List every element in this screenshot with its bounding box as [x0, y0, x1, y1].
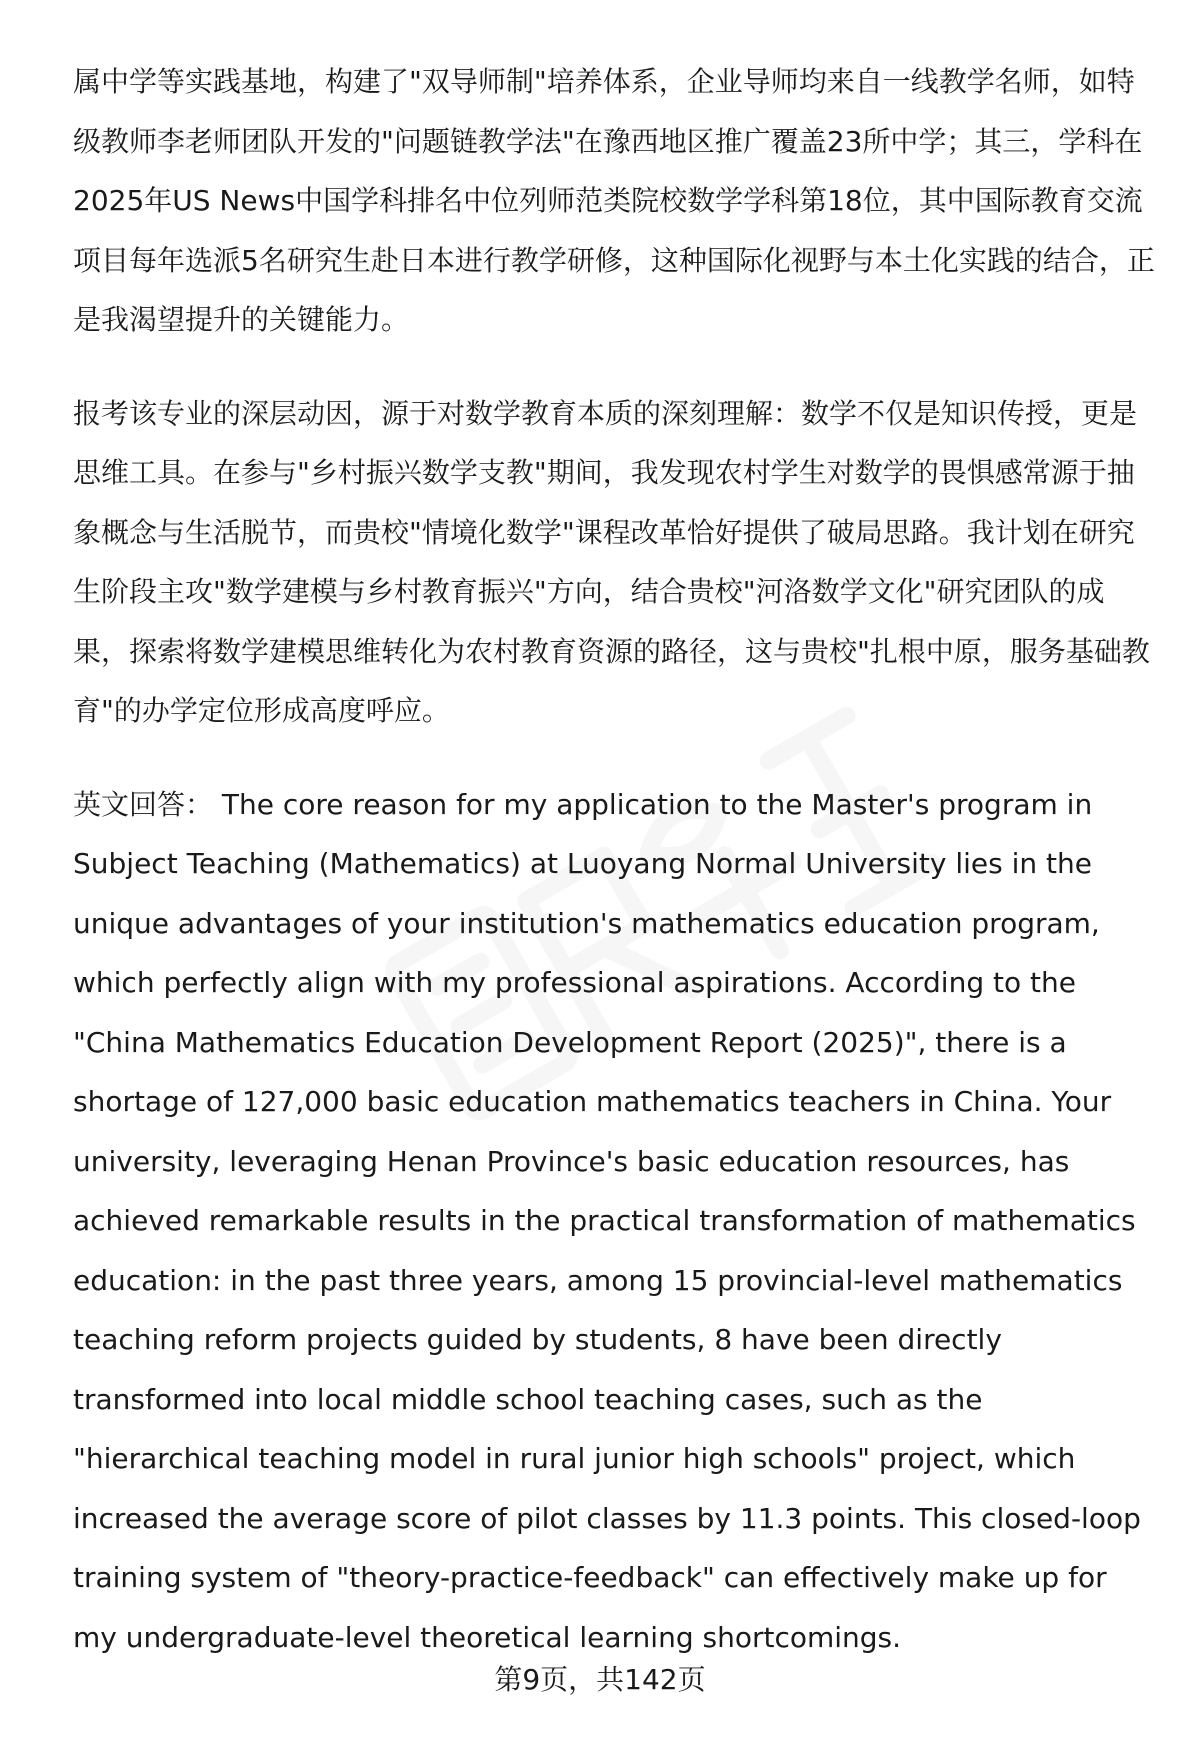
paragraph-1: 属中学等实践基地，构建了"双导师制"培养体系，企业导师均来自一线教学名师，如特级教师李老师团队开发的"问题链教学法"在豫西地区推广覆盖23所中学；其三，学科在2025年US News中国学科排名中位列师范类院校数学学科第18位，其中国际教育交流项目每年选派5名研究生赴日本进行教学研修，这种国际化视野与本土化实践的结合，正是我渴望提升的关键能力。	[73, 65, 1155, 336]
paragraph-3-english-answer: 英文回答： The core reason for my application to the Master's program in Subject Teaching (Mathematics) at Luoyang Normal University lies in the unique advantages of your institution's mathematics education program, which perfectly align with my professional aspirations. According to the "China Mathematics Education Development Report (2025)", there is a shortage of 127,000 basic education mathematics teachers in China. Your university, leveraging Henan Province's basic education resources, has achieved remarkable results in the practical transformation of mathematics education: in the past three years, among 15 provincial-level mathematics teaching reform projects guided by students, 8 have been directly transformed into local middle school teaching cases, such as the "hierarchical teaching model in rural junior high schools" project, which increased the average score of pilot classes by 11.3 points. This closed-loop training system of "theory-practice-feedback" can effectively make up for my undergraduate-level theoretical learning shortcomings.	[73, 787, 1141, 1654]
paragraph-2: 报考该专业的深层动因，源于对数学教育本质的深刻理解：数学不仅是知识传授，更是思维工具。在参与"乡村振兴数学支教"期间，我发现农村学生对数学的畏惧感常源于抽象概念与生活脱节，而贵校"情境化数学"课程改革恰好提供了破局思路。我计划在研究生阶段主攻"数学建模与乡村教育振兴"方向，结合贵校"河洛数学文化"研究团队的成果，探索将数学建模思维转化为农村教育资源的路径，这与贵校"扎根中原，服务基础教育"的办学定位形成高度呼应。	[73, 396, 1150, 727]
document-body	[73, 52, 1158, 1701]
page-number-footer: 第9页，共142页	[494, 1663, 706, 1696]
